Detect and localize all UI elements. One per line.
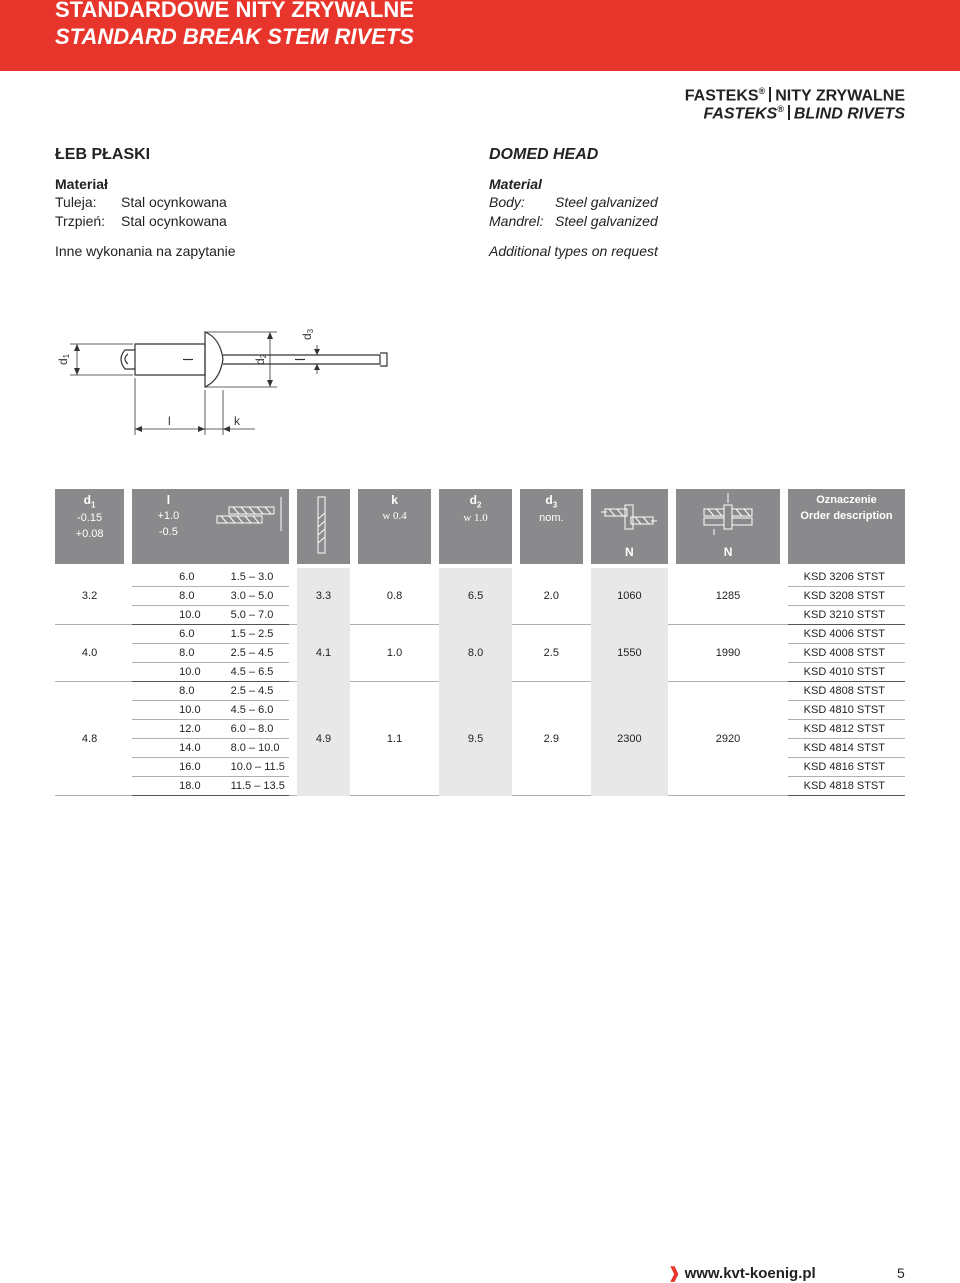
cell-grip-range: 1.5 – 2.5 — [205, 625, 289, 644]
table-row — [55, 682, 905, 701]
cell-grip-range: 2.5 – 4.5 — [205, 644, 289, 663]
cell-k: 4.9 — [297, 682, 350, 796]
cell-tensile: 1285 — [676, 568, 780, 625]
material-row: Trzpień: Stal ocynkowana — [55, 212, 227, 229]
cell-order-description: KSD 4818 STST — [788, 777, 905, 796]
cell-order-description: KSD 3206 STST — [788, 568, 905, 587]
heading-english: DOMED HEAD — [489, 146, 599, 163]
cell-head-height: 1.0 — [358, 625, 431, 682]
header-l: l +1.0 -0.5 — [132, 489, 204, 564]
cell-order-description: KSD 4008 STST — [788, 644, 905, 663]
cell-length: 6.0 — [132, 568, 204, 587]
cell-d1: 3.2 — [55, 568, 124, 625]
cell-d3: 2.9 — [520, 682, 583, 796]
cell-grip-range: 8.0 – 10.0 — [205, 739, 289, 758]
cell-d1: 4.8 — [55, 682, 124, 796]
cell-tensile: 2920 — [676, 682, 780, 796]
brand-line-english: FASTEKS® BLIND RIVETS — [703, 104, 905, 123]
cell-d3: 2.5 — [520, 625, 583, 682]
arrow-icon: ❱ — [668, 1265, 681, 1282]
cell-order-description: KSD 3210 STST — [788, 606, 905, 625]
header-grip-range — [205, 489, 289, 564]
label-d1: d1 — [56, 353, 71, 365]
cell-grip-range: 4.5 – 6.5 — [205, 663, 289, 682]
cell-length: 10.0 — [132, 701, 204, 720]
material-row: Body: Steel galvanized — [489, 194, 658, 210]
rivet-spec-table — [55, 489, 905, 796]
cell-grip-range: 5.0 – 7.0 — [205, 606, 289, 625]
header-shear-force: N — [591, 489, 669, 564]
extra-note: Inne wykonania na zapytanie — [55, 243, 236, 259]
cell-grip-range: 4.5 – 6.0 — [205, 701, 289, 720]
cell-order-description: KSD 4812 STST — [788, 720, 905, 739]
grip-range-icon — [207, 489, 287, 539]
cell-order-description: KSD 4006 STST — [788, 625, 905, 644]
cell-grip-range: 3.0 – 5.0 — [205, 587, 289, 606]
cell-order-description: KSD 4808 STST — [788, 682, 905, 701]
cell-order-description: KSD 4814 STST — [788, 739, 905, 758]
header-tensile-force: N — [676, 489, 780, 564]
cell-k: 4.1 — [297, 625, 350, 682]
divider — [788, 105, 790, 120]
header-order-description: Oznaczenie Order description — [788, 489, 905, 564]
cell-head-height: 1.1 — [358, 682, 431, 796]
page-number: 5 — [897, 1265, 905, 1281]
tensile-force-icon — [698, 491, 758, 535]
header-d3: $d_3$ nom. — [520, 489, 583, 564]
rivet-technical-drawing — [55, 318, 475, 443]
cell-shear: 1550 — [591, 625, 669, 682]
footer-url[interactable]: ❱ www.kvt-koenig.pl — [668, 1265, 816, 1282]
cell-order-description: KSD 3208 STST — [788, 587, 905, 606]
cell-d2: 8.0 — [439, 625, 512, 682]
header-banner — [0, 0, 960, 71]
cell-order-description: KSD 4010 STST — [788, 663, 905, 682]
cell-length: 8.0 — [132, 682, 204, 701]
cell-order-description: KSD 4810 STST — [788, 701, 905, 720]
header-d1: $d_1$ -0.15 +0.08 — [55, 489, 124, 564]
label-k: k — [234, 414, 240, 428]
divider — [769, 87, 771, 102]
cell-grip-range: 10.0 – 11.5 — [205, 758, 289, 777]
spec-english — [489, 146, 658, 261]
cell-length: 8.0 — [132, 644, 204, 663]
label-d3: d3 — [300, 328, 315, 340]
material-row: Mandrel: Steel galvanized — [489, 212, 658, 229]
cell-shear: 2300 — [591, 682, 669, 796]
header-k: k w 0.4 — [358, 489, 431, 564]
heading-polish: ŁEB PŁASKI — [55, 146, 151, 163]
cell-length: 10.0 — [132, 663, 204, 682]
cell-d2: 9.5 — [439, 682, 512, 796]
cell-length: 16.0 — [132, 758, 204, 777]
cell-head-height: 0.8 — [358, 568, 431, 625]
cell-d3: 2.0 — [520, 568, 583, 625]
cell-grip-range: 1.5 – 3.0 — [205, 568, 289, 587]
table-row — [55, 568, 905, 587]
header-d2: $d_2$ w 1.0 — [439, 489, 512, 564]
cell-grip-range: 2.5 – 4.5 — [205, 682, 289, 701]
cell-length: 8.0 — [132, 587, 204, 606]
cell-tensile: 1990 — [676, 625, 780, 682]
material-row: Tuleja: Stal ocynkowana — [55, 194, 227, 210]
cell-shear: 1060 — [591, 568, 669, 625]
label-d2: d2 — [253, 353, 268, 365]
brand-line-polish: FASTEKS® NITY ZRYWALNE — [684, 86, 905, 105]
extra-note: Additional types on request — [489, 243, 658, 259]
label-l: l — [168, 414, 171, 428]
table-row — [55, 625, 905, 644]
title-english: STANDARD BREAK STEM RIVETS — [55, 24, 414, 49]
cell-length: 18.0 — [132, 777, 204, 796]
spec-polish — [55, 146, 236, 261]
cell-length: 10.0 — [132, 606, 204, 625]
material-heading: Materiał — [55, 175, 108, 192]
cell-length: 12.0 — [132, 720, 204, 739]
header-mandrel-icon — [297, 489, 350, 564]
mandrel-icon — [304, 489, 344, 559]
cell-length: 6.0 — [132, 625, 204, 644]
cell-grip-range: 11.5 – 13.5 — [205, 777, 289, 796]
shear-force-icon — [599, 497, 659, 537]
cell-d2: 6.5 — [439, 568, 512, 625]
cell-d1: 4.0 — [55, 625, 124, 682]
cell-order-description: KSD 4816 STST — [788, 758, 905, 777]
cell-length: 14.0 — [132, 739, 204, 758]
title-polish: STANDARDOWE NITY ZRYWALNE — [55, 0, 414, 22]
material-heading: Material — [489, 175, 542, 192]
cell-grip-range: 6.0 – 8.0 — [205, 720, 289, 739]
cell-k: 3.3 — [297, 568, 350, 625]
